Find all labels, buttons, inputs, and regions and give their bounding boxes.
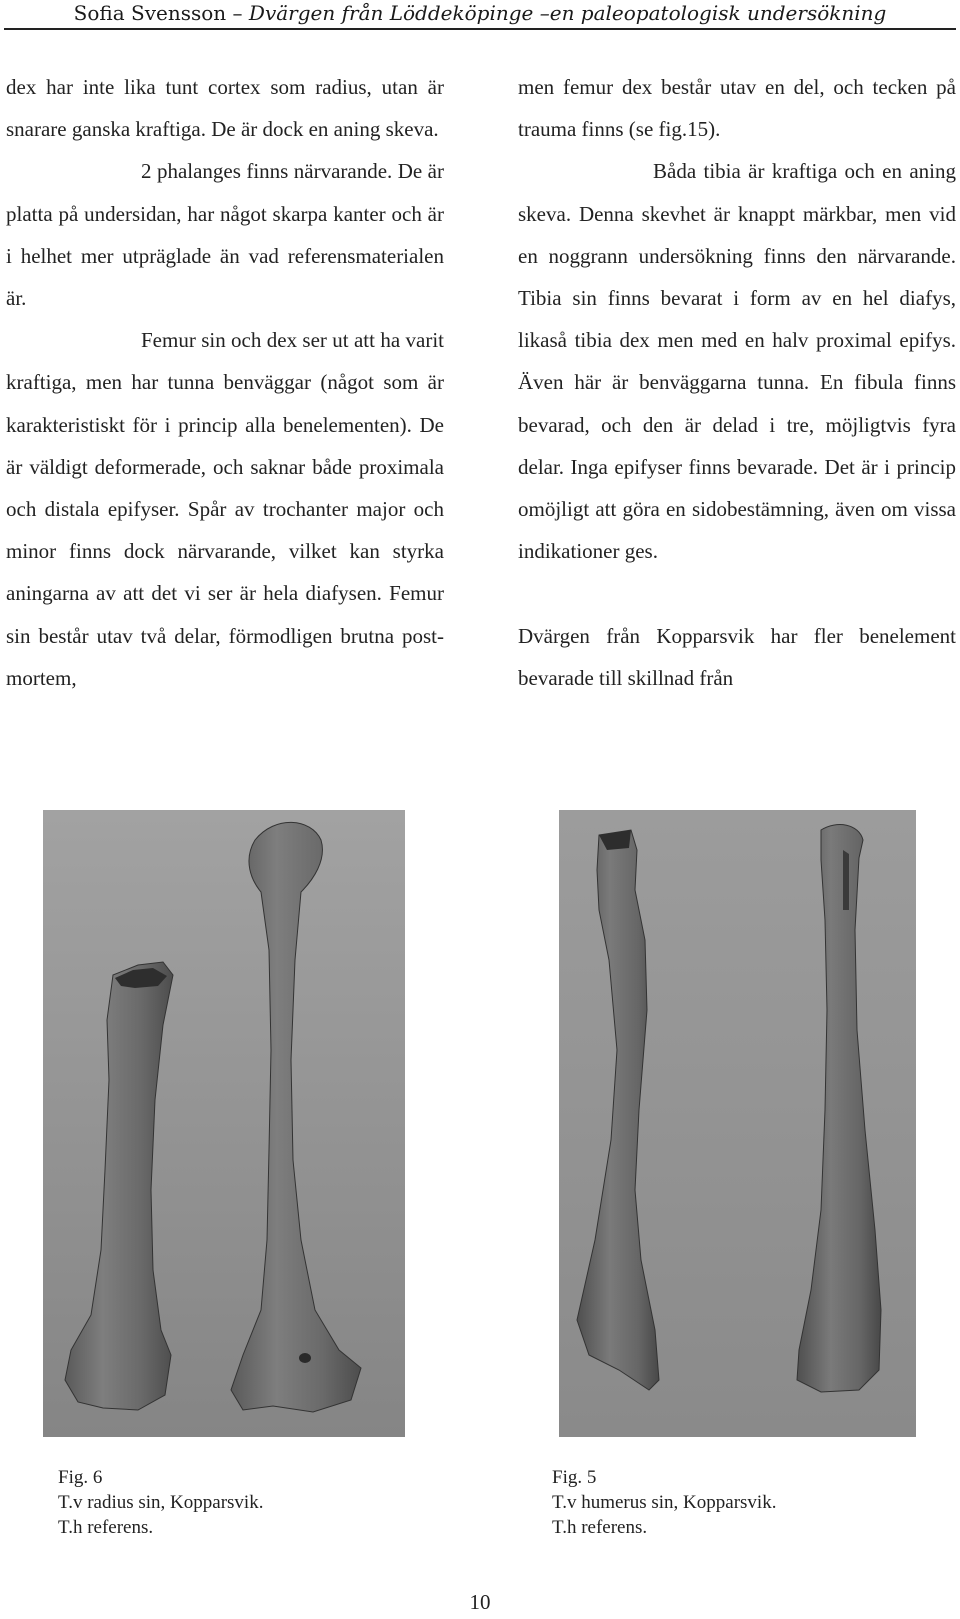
paragraph: Femur sin och dex ser ut att ha varit kraftiga, men har tunna benväggar (något som är karakteristiskt för i princip alla benelementen). De är väldigt deformerade, och saknar både proximala och distala epifyser. Spår av trochanter major och minor finns dock närvarande, vilket kan styrka aningarna av att det vi ser är hela diafysen. Femur sin består utav två delar, förmodligen brutna post-mortem,: [6, 328, 444, 690]
page-number: 10: [469, 1590, 491, 1614]
figure-caption-line: T.h referens.: [552, 1517, 648, 1538]
bone-photo-left: [43, 810, 405, 1437]
paragraph: Båda tibia är kraftiga och en aning skeva. Denna skevhet är knappt märkbar, men vid en noggrann undersökning finns den närvarande. Tibia sin finns bevarat i form av en hel diafys, likaså tibia dex men med en halv proximal epifys. Även här är benväggarna tunna. En fibula finns bevarad, och den är delad i tre, möjligtvis fyra delar. Inga epifyser finns bevarade. Det är i princip omöjligt att göra en sidobestämning, även om vissa indikationer ges.: [518, 159, 956, 564]
paragraph: Dvärgen från Kopparsvik har fler benelement bevarade till skillnad från: [518, 623, 956, 690]
paragraph: dex har inte lika tunt cortex som radius, utan är snarare ganska kraftiga. De är dock en aning skeva.: [6, 75, 444, 142]
bone-photo-right: [559, 810, 916, 1437]
header-author: Sofia Svensson –: [73, 1, 249, 25]
figure-caption-line: T.v radius sin, Kopparsvik.: [58, 1492, 264, 1513]
figure-caption-left: [58, 1465, 378, 1540]
header-title: Dvärgen från Löddeköpinge –en paleopatologisk undersökning: [248, 1, 887, 25]
figure-caption-line: T.v humerus sin, Kopparsvik.: [552, 1492, 777, 1513]
paragraph: 2 phalanges finns närvarande. De är platta på undersidan, har något skarpa kanter och är i helhet mer utpräglade än vad referensmaterialen är.: [6, 159, 444, 311]
header-rule: [4, 28, 956, 30]
figure-caption-right: [552, 1465, 872, 1540]
running-header: [0, 0, 960, 28]
paragraph: men femur dex består utav en del, och tecken på trauma finns (se fig.15).: [518, 75, 956, 142]
figure-label: Fig. 5: [552, 1467, 597, 1488]
right-text-column: [518, 66, 956, 699]
figure-caption-line: T.h referens.: [58, 1517, 154, 1538]
paragraph-gap: [518, 572, 956, 614]
left-text-column: [6, 66, 444, 699]
figure-label: Fig. 6: [58, 1467, 103, 1488]
